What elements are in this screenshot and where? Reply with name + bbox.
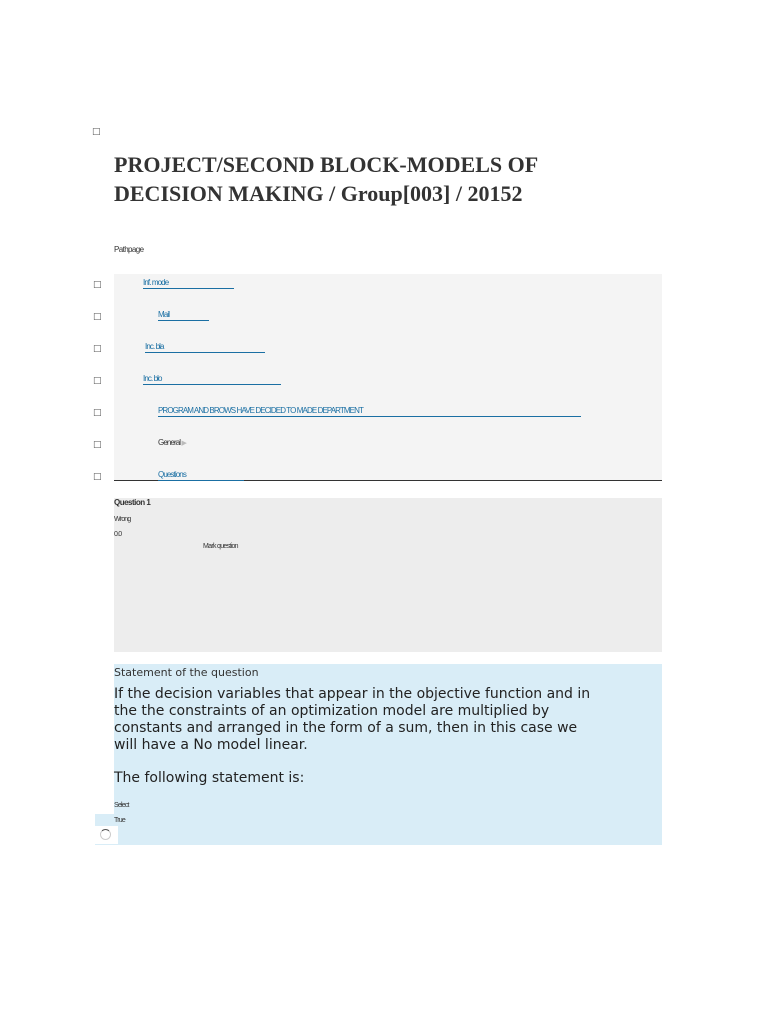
- answer-option-select[interactable]: Select: [114, 802, 129, 809]
- nav-link-course[interactable]: PROGRAM AND BROWS HAVE DECIDED TO MADE DEPARTMENT: [158, 406, 581, 417]
- bullet-icon: □: [93, 376, 102, 386]
- course-navigation: [93, 274, 662, 482]
- nav-link-blo[interactable]: Inc. blo: [143, 374, 281, 385]
- question-info-panel: [114, 498, 662, 652]
- question-info-column: [114, 498, 202, 638]
- bullet-icon: □: [93, 344, 102, 354]
- nav-link-bla[interactable]: Inc. bla: [145, 342, 265, 353]
- question-score: 0.0: [114, 531, 122, 538]
- statement-label: Statement of the question: [114, 666, 259, 679]
- question-number: Question 1: [114, 498, 151, 507]
- flag-question-link[interactable]: Mark question: [203, 543, 238, 550]
- nav-general-text: General: [158, 438, 181, 447]
- question-content-panel: [114, 664, 662, 845]
- question-status: Wrong: [114, 516, 131, 523]
- nav-label-general[interactable]: [158, 438, 186, 447]
- loading-spinner-icon: [100, 829, 111, 840]
- nav-link-mode[interactable]: Inf. mode: [143, 278, 234, 289]
- answer-option-true[interactable]: True: [114, 817, 125, 824]
- nav-link-questions[interactable]: Questions: [158, 470, 244, 481]
- bullet-icon: □: [93, 440, 102, 450]
- bullet-icon: □: [93, 472, 102, 482]
- question-statement: If the decision variables that appear in the objective function and in the the constraints of an optimization model are multiplied by constants and arranged in the form of a sum, then in this case we will have a No model linear.: [114, 686, 591, 753]
- missing-glyph-icon: □: [92, 127, 101, 137]
- bullet-icon: □: [93, 280, 102, 290]
- question-prompt: The following statement is:: [114, 770, 305, 786]
- page-title: PROJECT/SECOND BLOCK-MODELS OF DECISION MAKING / Group[003] / 20152: [114, 152, 538, 206]
- breadcrumb: Pathpage: [114, 245, 144, 254]
- loading-indicator: [95, 826, 118, 844]
- bullet-icon: □: [93, 408, 102, 418]
- caret-right-icon: ▶: [181, 440, 186, 447]
- bullet-icon: □: [93, 312, 102, 322]
- nav-link-mail[interactable]: Mail: [158, 310, 209, 321]
